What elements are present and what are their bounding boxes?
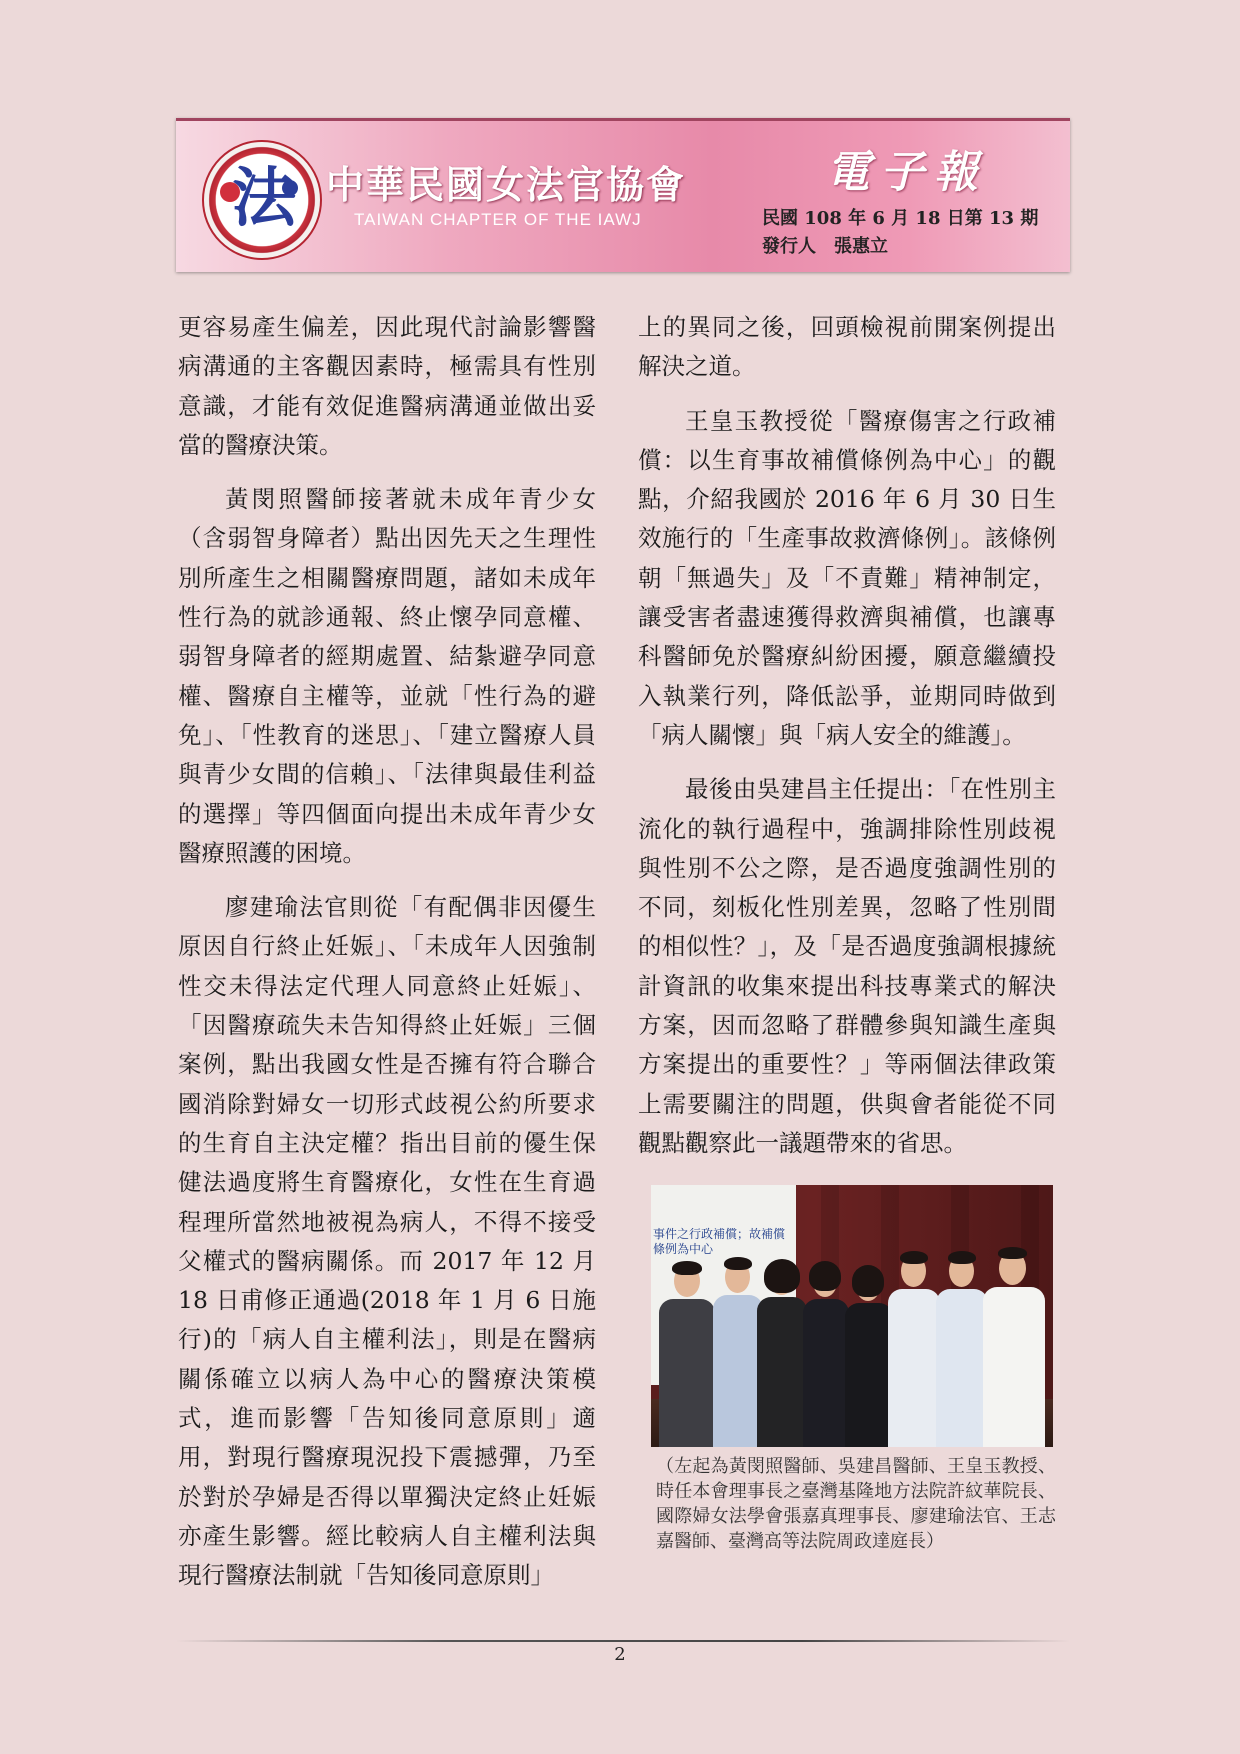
paragraph: 上的異同之後，回頭檢視前開案例提出解決之道。	[638, 313, 1056, 381]
photo-caption: （左起為黃閔照醫師、吳建昌醫師、王皇玉教授、時任本會理事長之臺灣基隆地方法院許紋華院長、國際婦女法學會張嘉真理事長、廖建瑜法官、王志嘉醫師、臺灣高等法院周政達庭長）	[656, 1456, 1056, 1552]
screen-slide-text: 事件之行政補償；故補償條例為中心	[653, 1227, 786, 1256]
issue-date: 民國 108 年 6 月 18 日第 13 期	[762, 208, 1039, 229]
footer-divider	[176, 1640, 1070, 1642]
article-left-column	[178, 308, 596, 1611]
publication-title: 電子報	[826, 147, 988, 198]
organization-name: 中華民國女法官協會	[326, 162, 687, 207]
seal-glyph: 法	[232, 161, 296, 236]
paragraph: 更容易產生偏差，因此現代討論影響醫病溝通的主客觀因素時，極需具有性別意識，才能有效促進醫病溝通並做出妥當的醫療決策。	[178, 313, 596, 459]
organization-english-name: TAIWAN CHAPTER OF THE IAWJ	[354, 210, 642, 229]
paragraph: 黃閔照醫師接著就未成年青少女（含弱智身障者）點出因先天之生理性別所產生之相關醫療問題，諸如未成年性行為的就診通報、終止懷孕同意權、弱智身障者的經期處置、結紮避孕同意權、醫療自主權等，並就「性行為的避免」、「性教育的迷思」、「建立醫療人員與青少女間的信賴」、「法律與最佳利益的選擇」等四個面向提出未成年青少女醫療照護的困境。	[178, 485, 596, 867]
page-number: 2	[614, 1644, 626, 1665]
article-right-column	[638, 308, 1056, 1178]
newsletter-banner	[176, 118, 1070, 272]
paragraph: 王皇玉教授從「醫療傷害之行政補償：以生育事故補償條例為中心」的觀點，介紹我國於 2016 年 6 月 30 日生效施行的「生產事故救濟條例」。該條例朝「無過失」及「不責難」精神制定，讓受害者盡速獲得救濟與補償，也讓專科醫師免於醫療糾紛困擾，願意繼續投入執業行列，降低訟爭，並期同時做到「病人關懷」與「病人安全的維護」。	[638, 406, 1056, 749]
paragraph: 最後由吳建昌主任提出：「在性別主流化的執行過程中，強調排除性別歧視與性別不公之際，是否過度強調性別的不同，刻板化性別差異，忽略了性別間的相似性？」，及「是否過度強調根據統計資訊的收集來提出科技專業式的解決方案，因而忽略了群體參與知識生產與方案提出的重要性？」等兩個法律政策上需要關注的問題，供與會者能從不同觀點觀察此一議題帶來的省思。	[638, 775, 1056, 1157]
banner-top-border	[176, 118, 1070, 121]
paragraph: 廖建瑜法官則從「有配偶非因優生原因自行終止妊娠」、「未成年人因強制性交未得法定代理人同意終止妊娠」、「因醫療疏失未告知得終止妊娠」三個案例，點出我國女性是否擁有符合聯合國消除對婦女一切形式歧視公約所要求的生育自主決定權？指出目前的優生保健法過度將生育醫療化，女性在生育過程理所當然地被視為病人，不得不接受父權式的醫病關係。而 2017 年 12 月 18 日甫修正通過(2018 年 1 月 6 日施行)的「病人自主權利法」，則是在醫病關係確立以病人為中心的醫療決策模式，進而影響「告知後同意原則」適用，對現行醫療現況投下震撼彈，乃至於對於孕婦是否得以單獨決定終止妊娠亦產生影響。經比較病人自主權利法與現行醫療法制就「告知後同意原則」	[178, 893, 596, 1590]
group-photo	[651, 1185, 1053, 1447]
person-figure	[655, 1257, 717, 1447]
person-figure	[977, 1243, 1049, 1447]
association-seal-logo	[202, 140, 322, 260]
publisher: 發行人 張惠立	[762, 236, 888, 257]
